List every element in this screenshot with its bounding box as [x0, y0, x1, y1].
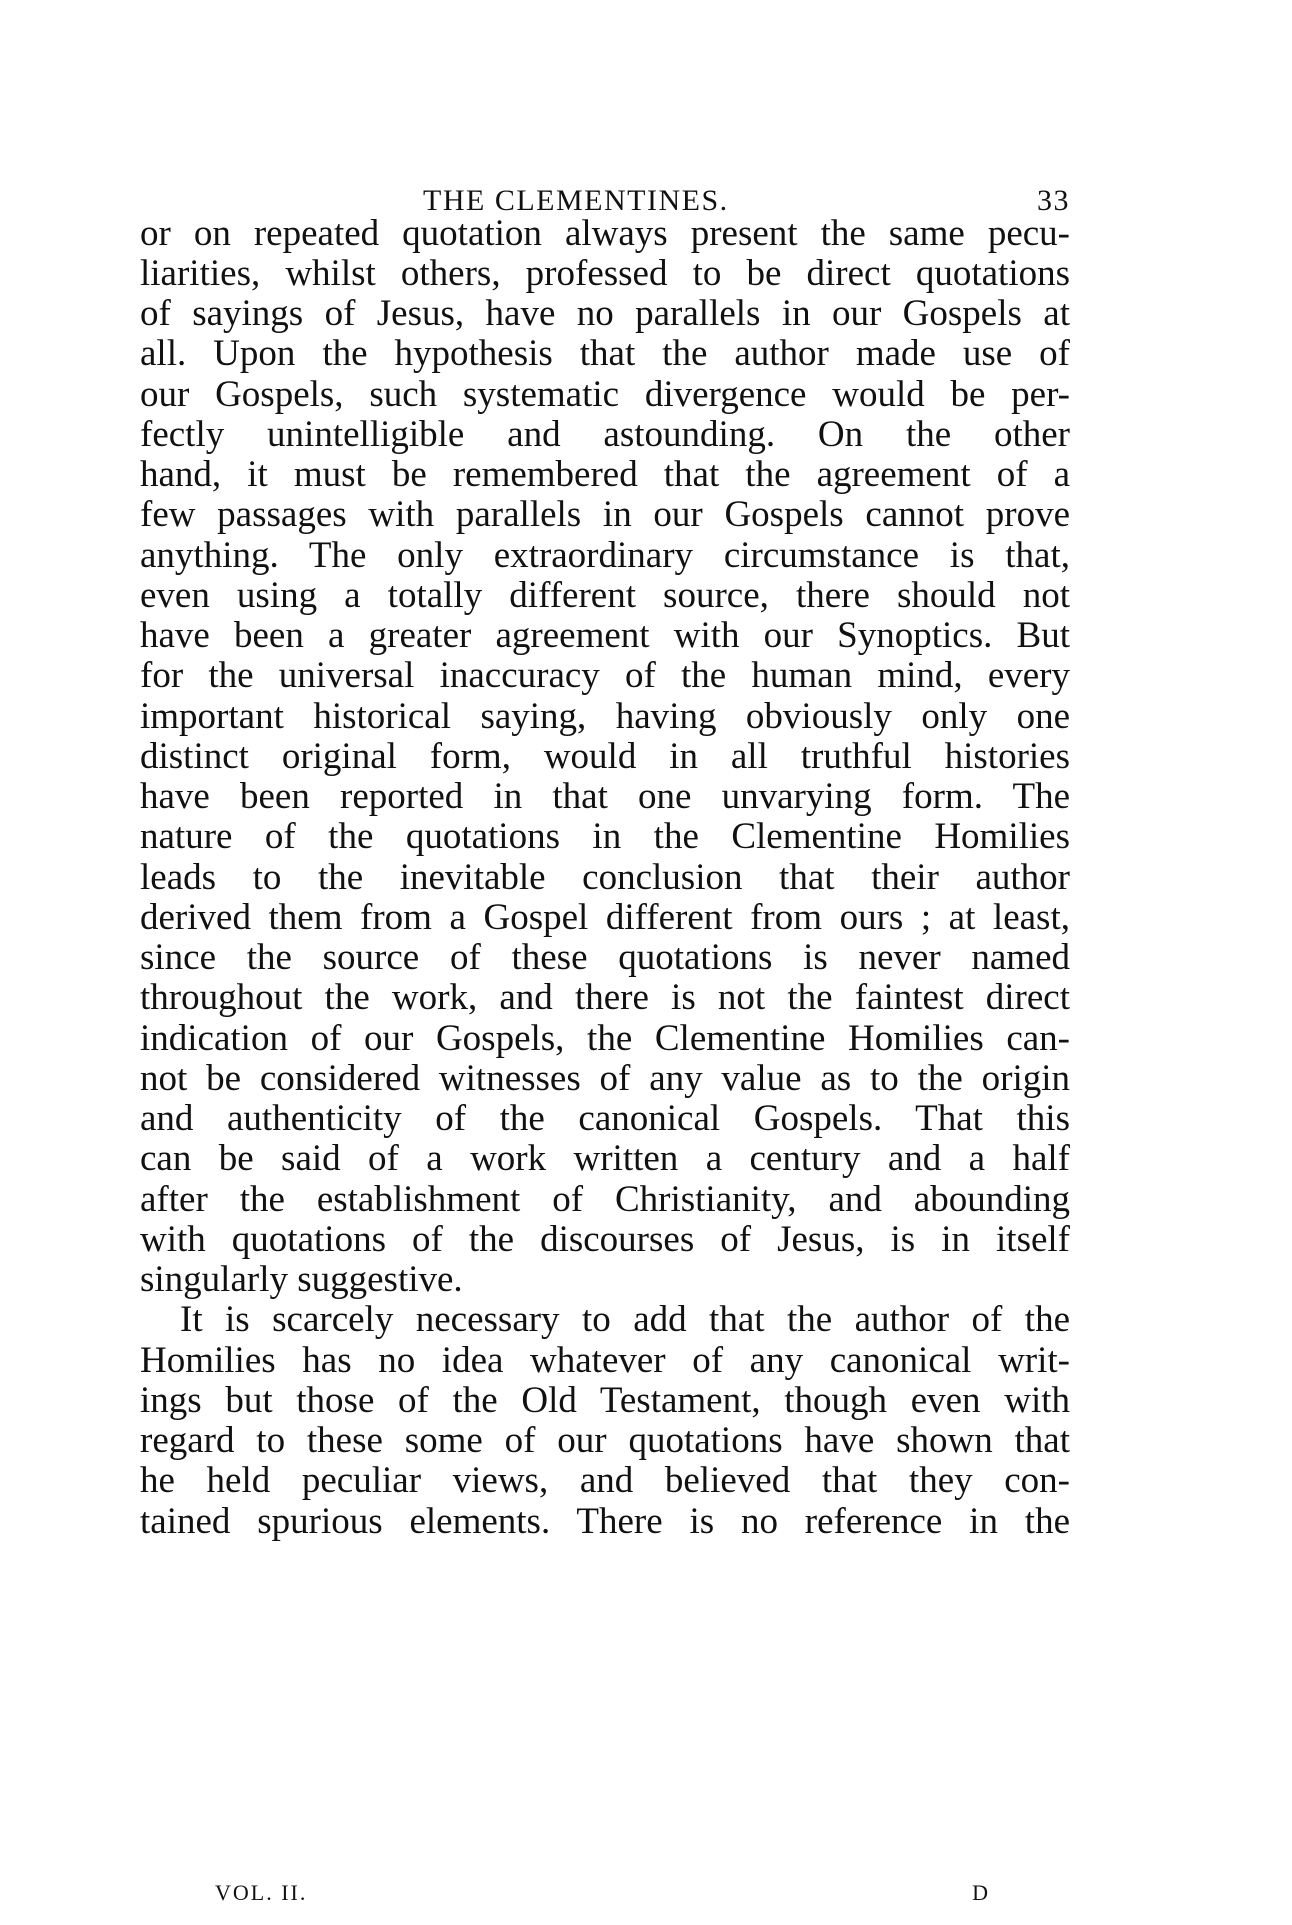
text-line: have been reported in that one unvarying form. The	[140, 776, 1070, 817]
text-line: of sayings of Jesus, have no parallels in our Gospels at	[140, 293, 1070, 334]
running-title: THE CLEMENTINES.	[423, 184, 729, 217]
text-line: and authenticity of the canonical Gospels. That this	[140, 1098, 1070, 1139]
text-line: have been a greater agreement with our Synoptics. But	[140, 615, 1070, 656]
text-line: hand, it must be remembered that the agreement of a	[140, 454, 1070, 495]
text-line: or on repeated quotation always present the same pecu-	[140, 213, 1070, 254]
text-line: leads to the inevitable conclusion that their author	[140, 857, 1070, 898]
text-line: distinct original form, would in all truthful histories	[140, 736, 1070, 777]
text-line: throughout the work, and there is not the faintest direct	[140, 977, 1070, 1018]
text-line: important historical saying, having obviously only one	[140, 696, 1070, 737]
page-number: 33	[1037, 184, 1070, 217]
paragraph-end-line: singularly suggestive.	[140, 1259, 463, 1300]
text-line: Homilies has no idea whatever of any canonical writ-	[140, 1340, 1070, 1381]
text-line: liarities, whilst others, professed to be direct quotations	[140, 253, 1070, 294]
text-line: tained spurious elements. There is no reference in the	[140, 1501, 1070, 1542]
paragraph-start-line: It is scarcely necessary to add that the author of the	[180, 1299, 1070, 1340]
text-line: derived them from a Gospel different from ours ; at least,	[140, 897, 1070, 938]
text-line: fectly unintelligible and astounding. On the other	[140, 414, 1070, 455]
text-line: not be considered witnesses of any value as to the origin	[140, 1058, 1070, 1099]
text-line: all. Upon the hypothesis that the author made use of	[140, 333, 1070, 374]
text-line: regard to these some of our quotations have shown that	[140, 1420, 1070, 1461]
text-line: since the source of these quotations is never named	[140, 937, 1070, 978]
text-line: our Gospels, such systematic divergence would be per-	[140, 374, 1070, 415]
text-line: ings but those of the Old Testament, though even with	[140, 1380, 1070, 1421]
signature-mark: D	[972, 1880, 990, 1905]
text-line: with quotations of the discourses of Jesus, is in itself	[140, 1219, 1070, 1260]
signature-line	[140, 1880, 990, 1910]
text-line: he held peculiar views, and believed that they con-	[140, 1460, 1070, 1501]
text-line: can be said of a work written a century and a half	[140, 1138, 1070, 1179]
text-line: indication of our Gospels, the Clementine Homilies can-	[140, 1018, 1070, 1059]
text-line: for the universal inaccuracy of the human mind, every	[140, 655, 1070, 696]
volume-mark: VOL. II.	[215, 1880, 308, 1905]
text-line: few passages with parallels in our Gospels cannot prove	[140, 494, 1070, 535]
text-line: anything. The only extraordinary circumstance is that,	[140, 535, 1070, 576]
text-line: even using a totally different source, there should not	[140, 575, 1070, 616]
text-line: after the establishment of Christianity, and abounding	[140, 1179, 1070, 1220]
text-line: nature of the quotations in the Clementine Homilies	[140, 816, 1070, 857]
